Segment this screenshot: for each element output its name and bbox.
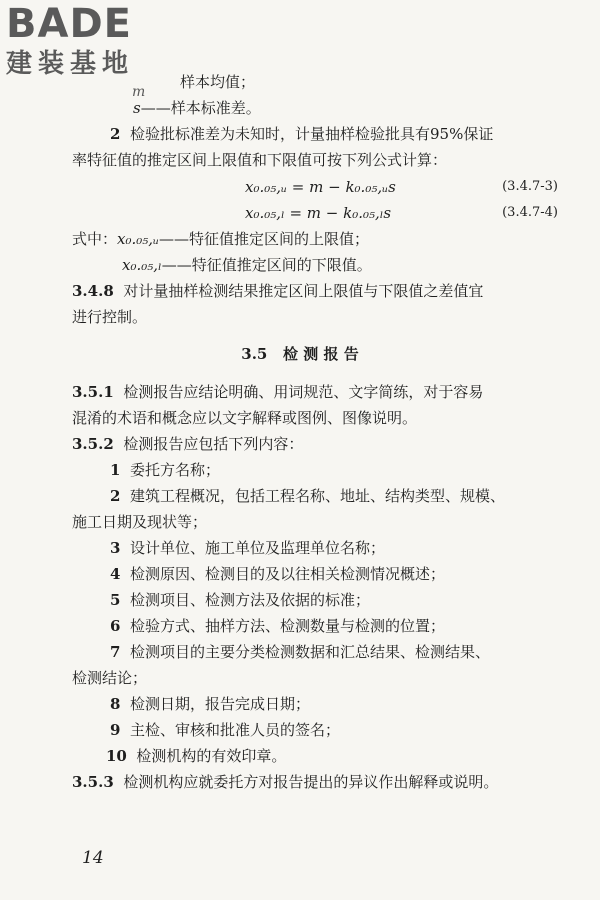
list-item	[110, 460, 220, 480]
where-upper	[72, 229, 369, 249]
item-text: 委托方名称；	[129, 461, 220, 479]
list-item	[110, 590, 370, 610]
item-text: 主检、审核和批准人员的签名；	[129, 721, 340, 739]
item-text: 检测项目的主要分类检测数据和汇总结果、检测结果、	[129, 643, 490, 661]
line-sample-std	[133, 98, 261, 118]
section-number: 3.5	[241, 345, 268, 363]
item-2-unknown-std	[110, 124, 493, 144]
clause-3-5-1-continuation: 混淆的术语和概念应以文字解释或图例、图像说明。	[72, 409, 418, 427]
list-item	[110, 564, 445, 584]
equation-upper-number: (3.4.7-3)	[502, 179, 558, 194]
section-title: 检 测 报 告	[283, 345, 359, 363]
clause-text: 检测报告应包括下列内容：	[123, 435, 304, 453]
logo-subtitle	[6, 48, 176, 80]
clause-number: 3.5.2	[72, 435, 114, 453]
list-item	[110, 538, 385, 558]
where-lead: 式中：	[72, 230, 118, 248]
list-item-continuation: 检测结论；	[72, 669, 148, 687]
item-number: 7	[110, 643, 121, 661]
item-number: 4	[110, 565, 121, 583]
clause-text: 检测机构应就委托方对报告提出的异议作出解释或说明。	[123, 773, 499, 791]
item-2-continuation: 率特征值的推定区间上限值和下限值可按下列公式计算：	[72, 151, 448, 169]
item-text: 设计单位、施工单位及监理单位名称；	[129, 539, 385, 557]
clause-3-5-3	[72, 772, 498, 792]
clause-3-4-8	[72, 281, 483, 301]
logo-brand: BADE	[6, 1, 132, 47]
item-text: 检测机构的有效印章。	[136, 747, 287, 765]
item-text: 检测原因、检测目的及以往相关检测情况概述；	[129, 565, 445, 583]
page-number: 14	[82, 848, 104, 868]
item-number: 8	[110, 695, 121, 713]
list-item	[110, 642, 490, 662]
clause-number: 3.5.1	[72, 383, 114, 401]
where-upper-text: ——特征值推定区间的上限值；	[159, 230, 370, 248]
item-number: 6	[110, 617, 121, 635]
line-sample-std-text: ——样本标准差。	[140, 99, 261, 117]
list-item	[110, 486, 505, 506]
item-text: 建筑工程概况，包括工程名称、地址、结构类型、规模、	[129, 487, 505, 505]
clause-3-5-2	[72, 434, 303, 454]
item-number: 10	[106, 747, 127, 765]
line-sample-mean: 样本均值；	[180, 73, 256, 91]
publisher-logo	[6, 1, 176, 88]
list-item	[110, 616, 445, 636]
equation-lower-number: (3.4.7-4)	[502, 205, 558, 220]
var-s: s	[133, 99, 141, 117]
clause-3-4-8-continuation: 进行控制。	[72, 308, 148, 326]
equation-lower: x₀.₀₅,ₗ = m − k₀.₀₅,ₗs	[245, 204, 392, 222]
clause-text: 检测报告应结论明确、用词规范、文字简练，对于容易	[123, 383, 484, 401]
logo-mark: m	[132, 84, 146, 100]
logo-subtitle-text: 建装基地	[6, 49, 135, 79]
item-text: 检测日期，报告完成日期；	[129, 695, 310, 713]
item-text: 检验批标准差为未知时，计量抽样检验批具有95%保证	[129, 125, 494, 143]
where-lower	[122, 255, 372, 275]
var-upper: x₀.₀₅,ᵤ	[117, 230, 160, 248]
item-number: 5	[110, 591, 121, 609]
clause-3-5-1	[72, 382, 483, 402]
section-heading	[0, 343, 600, 364]
clause-number: 3.5.3	[72, 773, 114, 791]
list-item	[110, 694, 310, 714]
list-item-continuation: 施工日期及现状等；	[72, 513, 208, 531]
item-number: 2	[110, 487, 121, 505]
where-lower-text: ——特征值推定区间的下限值。	[161, 256, 372, 274]
clause-text: 对计量抽样检测结果推定区间上限值与下限值之差值宜	[123, 282, 484, 300]
item-text: 检验方式、抽样方法、检测数量与检测的位置；	[129, 617, 445, 635]
list-item	[106, 746, 286, 766]
item-number: 9	[110, 721, 121, 739]
item-number: 1	[110, 461, 121, 479]
var-lower: x₀.₀₅,ₗ	[122, 256, 162, 274]
equation-upper: x₀.₀₅,ᵤ = m − k₀.₀₅,ᵤs	[245, 178, 396, 196]
item-number: 2	[110, 125, 121, 143]
clause-number: 3.4.8	[72, 282, 114, 300]
list-item	[110, 720, 340, 740]
item-text: 检测项目、检测方法及依据的标准；	[129, 591, 370, 609]
item-number: 3	[110, 539, 121, 557]
